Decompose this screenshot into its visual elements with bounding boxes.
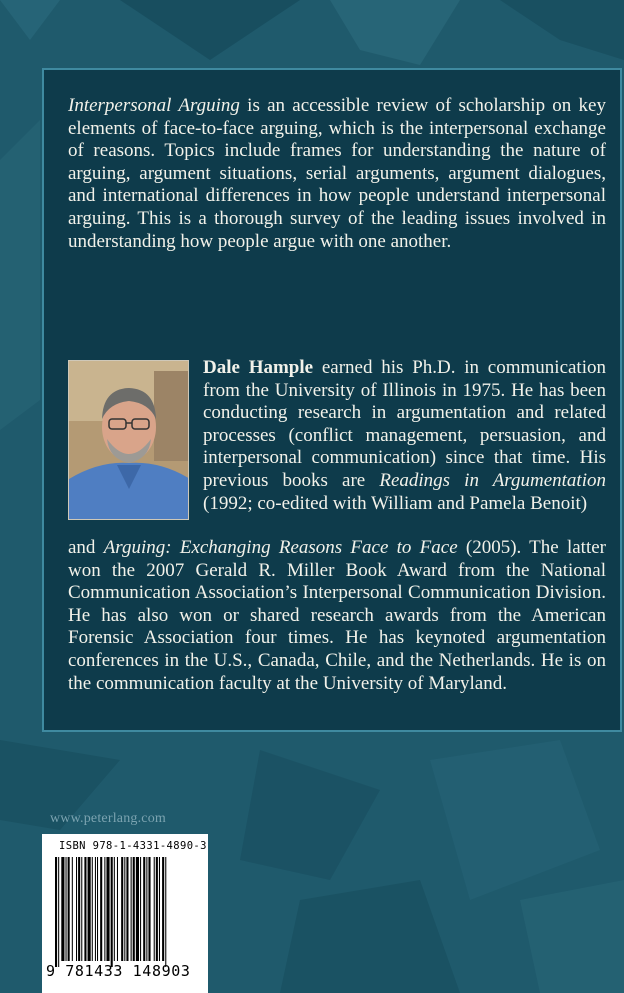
author-photo <box>68 360 189 520</box>
author-bio-bottom: and Arguing: Exchanging Reasons Face to Face (2005). The latter won the 2007 Gerald R. Miller Book Award from the National Communication Association’s Interpersonal Communication Division. He has also won or shared research awards from the American Forensic Association four times. He has keynoted argumentation conferences in the U.S., Canada, Chile, and the Netherlands. He is on the communication faculty at the University of Maryland. <box>68 537 606 694</box>
description-text: is an accessible review of scholarship on key elements of face-to-face arguing, which is the interpersonal exchange of reasons. Topics include frames for understanding the nature of arguing, argument situations, serial arguments, argument dialogues, and international differences in how people understand interpersonal arguing. This is a thorough survey of the leading issues involved in understanding how people argue with one another. <box>68 95 606 252</box>
book-description <box>68 95 606 253</box>
book-readings-in-argumentation: Readings in Argumentation <box>379 469 606 491</box>
book-arguing: Arguing: Exchanging Reasons Face to Face <box>103 537 458 558</box>
publisher-url: www.peterlang.com <box>50 811 167 826</box>
barcode <box>42 834 208 993</box>
isbn-label: ISBN 978-1-4331-4890-3 <box>59 840 207 852</box>
author-portrait-image <box>69 361 189 520</box>
author-name: Dale Hample <box>203 357 314 378</box>
barcode-bars <box>55 857 199 967</box>
book-title: Interpersonal Arguing <box>68 95 240 116</box>
barcode-digits: 9 781433 148903 <box>46 962 191 980</box>
author-bio-top: Dale Hample earned his Ph.D. in communication from the University of Illinois in 1975. He has been conducting research in argumentation and related processes (conflict management, persuasion, and interpersonal communication) since that time. His previous books are Readings in Argumentation (1992; co-edited with William and Pamela Benoit) <box>203 357 606 514</box>
